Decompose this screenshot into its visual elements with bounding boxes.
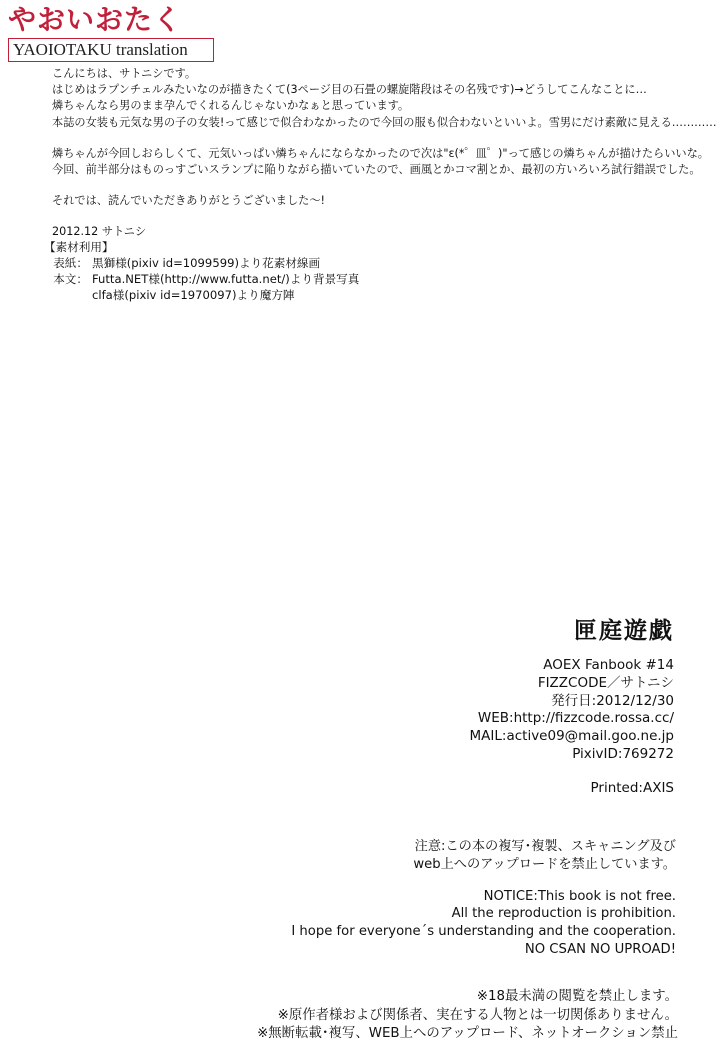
colophon-line: AOEX Fanbook #14 <box>543 657 674 673</box>
notice-en-line: I hope for everyone´s understanding and the cooperation. <box>291 924 676 940</box>
colophon <box>470 612 674 798</box>
notice-jp-line: 注意:この本の複写･複製、スキャニング及び <box>414 839 676 854</box>
afterword-line: 今回、前半部分はものっすごいスランプに陥りながら描いていたので、画風とかコマ割とか、最初の方いろいろ試行錯誤でした。 <box>52 163 701 177</box>
notice-en-line: NO CSAN NO UPROAD! <box>524 941 676 957</box>
copyright-notice <box>291 838 676 959</box>
afterword-signature: 2012.12 サトニシ <box>52 225 147 239</box>
materials-body-row <box>44 271 359 287</box>
footer-note: ※原作者様および関係者、実在する人物とは一切関係ありません。 <box>277 1007 678 1023</box>
afterword-section <box>52 66 717 246</box>
colophon-line: PixivID:769272 <box>572 745 674 762</box>
colophon-printer: Printed:AXIS <box>590 779 674 796</box>
materials-heading: 【素材利用】 <box>44 240 114 254</box>
watermark-english-label: YAOIOTAKU translation <box>8 38 214 62</box>
afterword-line: 燐ちゃんが今回しおらしくて、元気いっぱい燐ちゃんにならなかったので次は"ε(*゜皿゜)"って感じの燐ちゃんが描けたらいいな。 <box>52 146 709 160</box>
watermark-japanese-logo: やおいおたく <box>8 3 183 36</box>
notice-jp-line: web上へのアップロードを禁止しています。 <box>413 856 676 872</box>
notice-english-block <box>291 888 676 959</box>
materials-cover-row <box>44 255 359 271</box>
notice-en-line: All the reproduction is prohibition. <box>451 906 676 922</box>
materials-cover-value: 黒獅様(pixiv id=1099599)より花素材線画 <box>92 256 321 270</box>
afterword-closing: それでは、読んでいただきありがとうございました～! <box>52 194 325 208</box>
afterword-paragraph-2 <box>52 146 709 178</box>
footer-notes <box>257 988 678 1044</box>
footer-note: ※18最未満の閲覧を禁止します。 <box>476 989 678 1004</box>
materials-credits <box>44 239 359 303</box>
materials-cover-label: 表紙： <box>53 256 88 270</box>
colophon-line: 発行日:2012/12/30 <box>551 692 674 709</box>
book-title: 匣庭遊戯 <box>574 617 674 644</box>
afterword-line: 燐ちゃんなら男のまま孕んでくれるんじゃないかなぁと思っています。 <box>52 99 410 113</box>
colophon-line: FIZZCODE／サトニシ <box>537 674 674 691</box>
scanlation-watermark <box>8 4 218 62</box>
colophon-line: WEB:http://fizzcode.rossa.cc/ <box>477 710 674 727</box>
afterword-paragraph-1 <box>52 66 717 131</box>
afterword-line: はじめはラプンチェルみたいなのが描きたくて(3ページ目の石畳の螺旋階段はその名残です)→どうしてこんなことに… <box>52 83 647 97</box>
materials-body-value-2: clfa様(pixiv id=1970097)より魔方陣 <box>92 288 295 302</box>
afterword-line: こんにちは、サトニシです。 <box>52 67 197 80</box>
afterword-line: 本誌の女装も元気な男の子の女装!って感じで似合わなかったので今回の服も似合わないといいよ。雪男にだけ素敵に見える………… <box>52 115 717 129</box>
footer-note: ※無断転載･複写、WEB上へのアップロード、ネットオークション禁止 <box>257 1026 678 1041</box>
notice-en-line: NOTICE:This book is not free. <box>483 888 676 904</box>
materials-body-label: 本文： <box>53 272 88 286</box>
materials-body-value-1: Futta.NET様(http://www.futta.net/)より背景写真 <box>92 272 360 286</box>
colophon-line: MAIL:active09@mail.goo.ne.jp <box>469 728 674 745</box>
